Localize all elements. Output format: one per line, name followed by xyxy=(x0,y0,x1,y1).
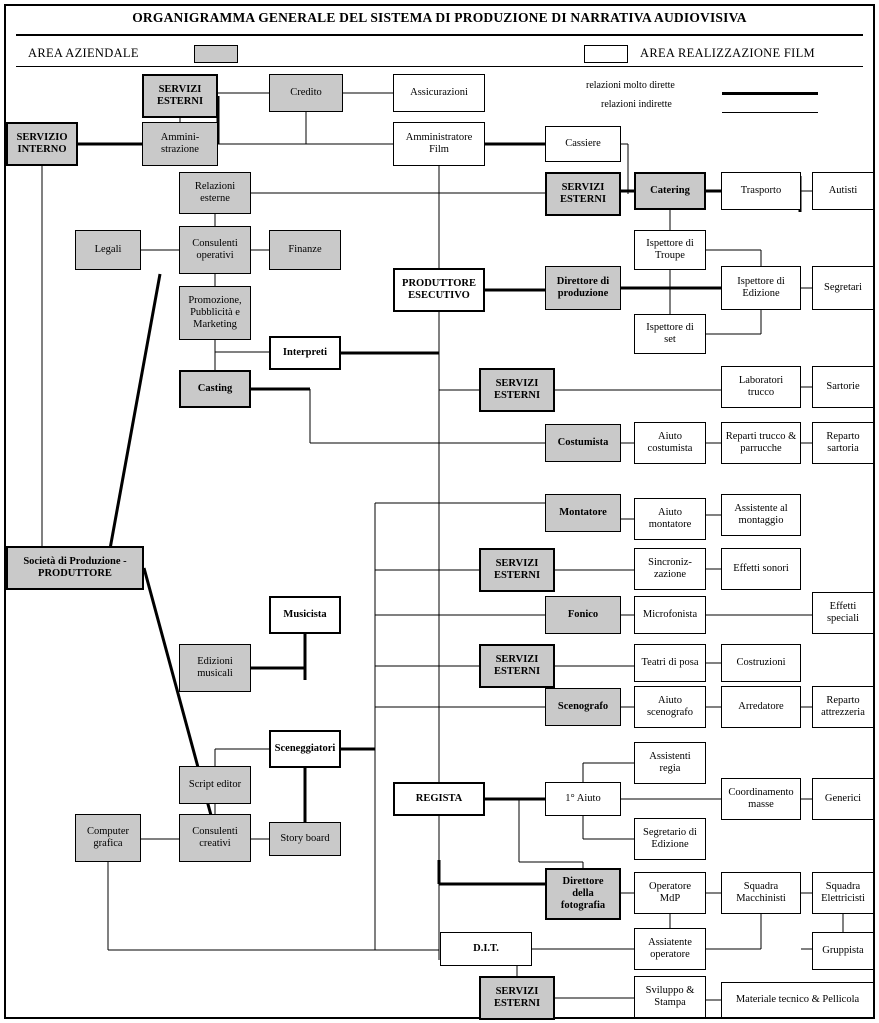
node-servizi_esterni_5[interactable] xyxy=(479,644,555,688)
node-sincronizzazione[interactable] xyxy=(634,548,706,590)
node-promozione[interactable] xyxy=(179,286,251,340)
node-label: Fonico xyxy=(567,609,599,621)
legend-indirect-label: relazioni indirette xyxy=(601,99,672,110)
node-computer_grafica[interactable] xyxy=(75,814,141,862)
node-amministratore_film[interactable] xyxy=(393,122,485,166)
node-gruppista[interactable] xyxy=(812,932,874,970)
node-label: D.I.T. xyxy=(473,943,499,955)
node-legali[interactable] xyxy=(75,230,141,270)
node-label: Ispettore di Troupe xyxy=(646,238,694,261)
node-operatore_mdp[interactable] xyxy=(634,872,706,914)
node-label: Scenografo xyxy=(557,701,609,713)
node-label: SERVIZI ESTERNI xyxy=(156,84,204,107)
node-label: Direttore della fotografia xyxy=(560,876,606,911)
node-catering[interactable] xyxy=(634,172,706,210)
node-label: Microfonista xyxy=(642,609,698,621)
node-label: Reparto attrezzeria xyxy=(821,695,865,718)
node-societa_produzione[interactable] xyxy=(6,546,144,590)
node-label: Script editor xyxy=(188,779,242,791)
node-arredatore[interactable] xyxy=(721,686,801,728)
node-label: Finanze xyxy=(288,244,322,256)
node-label: Società di Produzione - PRODUTTORE xyxy=(23,556,127,579)
node-label: Catering xyxy=(650,185,690,197)
node-autisti[interactable] xyxy=(812,172,874,210)
node-label: Musicista xyxy=(283,609,327,621)
node-musicista[interactable] xyxy=(269,596,341,634)
node-label: REGISTA xyxy=(415,793,463,805)
node-story_board[interactable] xyxy=(269,822,341,856)
node-segretario_edizione[interactable] xyxy=(634,818,706,860)
node-servizi_esterni_1[interactable] xyxy=(142,74,218,118)
node-label: Sceneggiatori xyxy=(274,743,336,755)
node-segretari[interactable] xyxy=(812,266,874,310)
node-direttore_fotografia[interactable] xyxy=(545,868,621,920)
node-label: Cassiere xyxy=(565,138,601,150)
node-effetti_sonori[interactable] xyxy=(721,548,801,590)
node-label: Generici xyxy=(824,793,862,805)
node-servizi_esterni_2[interactable] xyxy=(545,172,621,216)
legend-direct-label: relazioni molto dirette xyxy=(586,80,675,91)
node-label: Sartorie xyxy=(826,381,860,393)
node-label: SERVIZI ESTERNI xyxy=(493,558,541,581)
node-label: Arredatore xyxy=(738,701,784,713)
node-label: Materiale tecnico & Pellicola xyxy=(735,994,860,1006)
node-label: SERVIZI ESTERNI xyxy=(559,182,607,205)
node-assistente_montaggio[interactable] xyxy=(721,494,801,536)
node-label: SERVIZI ESTERNI xyxy=(493,378,541,401)
node-label: Casting xyxy=(197,383,233,395)
node-label: Story board xyxy=(280,833,330,845)
node-interpreti[interactable] xyxy=(269,336,341,370)
node-aiuto_costumista[interactable] xyxy=(634,422,706,464)
node-label: Consulenti creativi xyxy=(192,826,238,849)
node-label: Laboratori trucco xyxy=(738,375,784,398)
node-label: Ammini- strazione xyxy=(160,132,200,155)
node-label: Operatore MdP xyxy=(649,881,691,904)
node-ispettore_troupe[interactable] xyxy=(634,230,706,270)
area-label-left: AREA AZIENDALE xyxy=(28,46,139,60)
node-ispettore_set[interactable] xyxy=(634,314,706,354)
node-label: Sviluppo & Stampa xyxy=(645,985,695,1008)
node-costumista[interactable] xyxy=(545,424,621,462)
node-montatore[interactable] xyxy=(545,494,621,532)
node-finanze[interactable] xyxy=(269,230,341,270)
node-label: Ispettore di Edizione xyxy=(737,276,785,299)
node-label: Legali xyxy=(94,244,122,256)
node-label: Segretario di Edizione xyxy=(643,827,697,850)
node-label: Consulenti operativi xyxy=(192,238,238,261)
node-cassiere[interactable] xyxy=(545,126,621,162)
node-regista[interactable] xyxy=(393,782,485,816)
node-label: Effetti sonori xyxy=(733,563,789,575)
node-consulenti_operativi[interactable] xyxy=(179,226,251,274)
node-label: Costruzioni xyxy=(736,657,786,669)
node-aiuto_montatore[interactable] xyxy=(634,498,706,540)
node-squadra_macchinisti[interactable] xyxy=(721,872,801,914)
node-label: Interpreti xyxy=(282,347,328,359)
node-label: 1° Aiuto xyxy=(565,793,601,805)
node-label: Assiatente operatore xyxy=(648,937,692,960)
node-label: Costumista xyxy=(557,437,609,449)
node-casting[interactable] xyxy=(179,370,251,408)
node-reparti_trucco[interactable] xyxy=(721,422,801,464)
node-label: Aiuto costumista xyxy=(647,431,693,454)
node-label: Assicurazioni xyxy=(410,87,468,99)
node-squadra_elettricisti[interactable] xyxy=(812,872,874,914)
node-sceneggiatori[interactable] xyxy=(269,730,341,768)
node-label: SERVIZIO INTERNO xyxy=(16,132,68,155)
node-label: Credito xyxy=(290,87,322,99)
node-costruzioni[interactable] xyxy=(721,644,801,682)
node-relazioni_esterne[interactable] xyxy=(179,172,251,214)
node-materiale_tecnico[interactable] xyxy=(721,982,874,1018)
node-edizioni_musicali[interactable] xyxy=(179,644,251,692)
area-label-right: AREA REALIZZAZIONE FILM xyxy=(640,46,815,60)
node-amministrazione[interactable] xyxy=(142,122,218,166)
node-label: Coordinamento masse xyxy=(728,787,794,810)
node-sviluppo_stampa[interactable] xyxy=(634,976,706,1018)
node-label: Edizioni musicali xyxy=(197,656,233,679)
node-label: Squadra Macchinisti xyxy=(736,881,786,904)
node-produttore_esecutivo[interactable] xyxy=(393,268,485,312)
node-label: Teatri di posa xyxy=(641,657,699,669)
node-label: Segretari xyxy=(824,282,862,294)
node-label: SERVIZI ESTERNI xyxy=(493,986,541,1009)
node-assistenti_regia[interactable] xyxy=(634,742,706,784)
node-servizi_esterni_3[interactable] xyxy=(479,368,555,412)
node-label: Relazioni esterne xyxy=(194,181,236,204)
node-label: Amministratore Film xyxy=(405,132,473,155)
node-label: Autisti xyxy=(828,185,858,197)
node-label: Aiuto montatore xyxy=(648,507,692,530)
node-label: Reparto sartoria xyxy=(826,431,860,454)
node-credito[interactable] xyxy=(269,74,343,112)
node-label: Reparti trucco & parrucche xyxy=(725,431,797,454)
node-scenografo[interactable] xyxy=(545,688,621,726)
node-assicurazioni[interactable] xyxy=(393,74,485,112)
node-direttore_produzione[interactable] xyxy=(545,266,621,310)
node-microfonista[interactable] xyxy=(634,596,706,634)
node-label: Gruppista xyxy=(822,945,864,957)
node-coordinamento_masse[interactable] xyxy=(721,778,801,820)
node-teatri_posa[interactable] xyxy=(634,644,706,682)
page-title: ORGANIGRAMMA GENERALE DEL SISTEMA DI PRODUZIONE DI NARRATIVA AUDIOVISIVA xyxy=(132,10,747,25)
node-reparto_sartoria[interactable] xyxy=(812,422,874,464)
node-label: Montatore xyxy=(559,507,607,519)
node-label: Direttore di produzione xyxy=(556,276,610,299)
node-laboratori_trucco[interactable] xyxy=(721,366,801,408)
node-label: Aiuto scenografo xyxy=(646,695,694,718)
node-servizi_esterni_4[interactable] xyxy=(479,548,555,592)
node-label: Computer grafica xyxy=(87,826,129,849)
node-dit[interactable] xyxy=(440,932,532,966)
node-generici[interactable] xyxy=(812,778,874,820)
node-ispettore_edizione[interactable] xyxy=(721,266,801,310)
node-aiuto_scenografo[interactable] xyxy=(634,686,706,728)
node-label: Effetti speciali xyxy=(826,601,860,624)
node-label: Squadra Elettricisti xyxy=(821,881,865,904)
node-effetti_speciali[interactable] xyxy=(812,592,874,634)
node-script_editor[interactable] xyxy=(179,766,251,804)
node-consulenti_creativi[interactable] xyxy=(179,814,251,862)
node-label: Promozione, Pubblicità e Marketing xyxy=(188,295,242,330)
node-reparto_attrezzeria[interactable] xyxy=(812,686,874,728)
node-label: PRODUTTORE ESECUTIVO xyxy=(402,278,476,301)
node-label: Trasporto xyxy=(740,185,782,197)
node-assistente_operatore[interactable] xyxy=(634,928,706,970)
node-label: Assistente al montaggio xyxy=(734,503,788,526)
node-trasporto[interactable] xyxy=(721,172,801,210)
node-servizi_esterni_6[interactable] xyxy=(479,976,555,1020)
node-label: Assistenti regia xyxy=(649,751,691,774)
node-sartorie[interactable] xyxy=(812,366,874,408)
node-label: Ispettore di set xyxy=(646,322,694,345)
node-label: Sincroniz- zazione xyxy=(648,557,692,580)
node-fonico[interactable] xyxy=(545,596,621,634)
node-primo_aiuto[interactable] xyxy=(545,782,621,816)
node-label: SERVIZI ESTERNI xyxy=(493,654,541,677)
node-servizio_interno[interactable] xyxy=(6,122,78,166)
